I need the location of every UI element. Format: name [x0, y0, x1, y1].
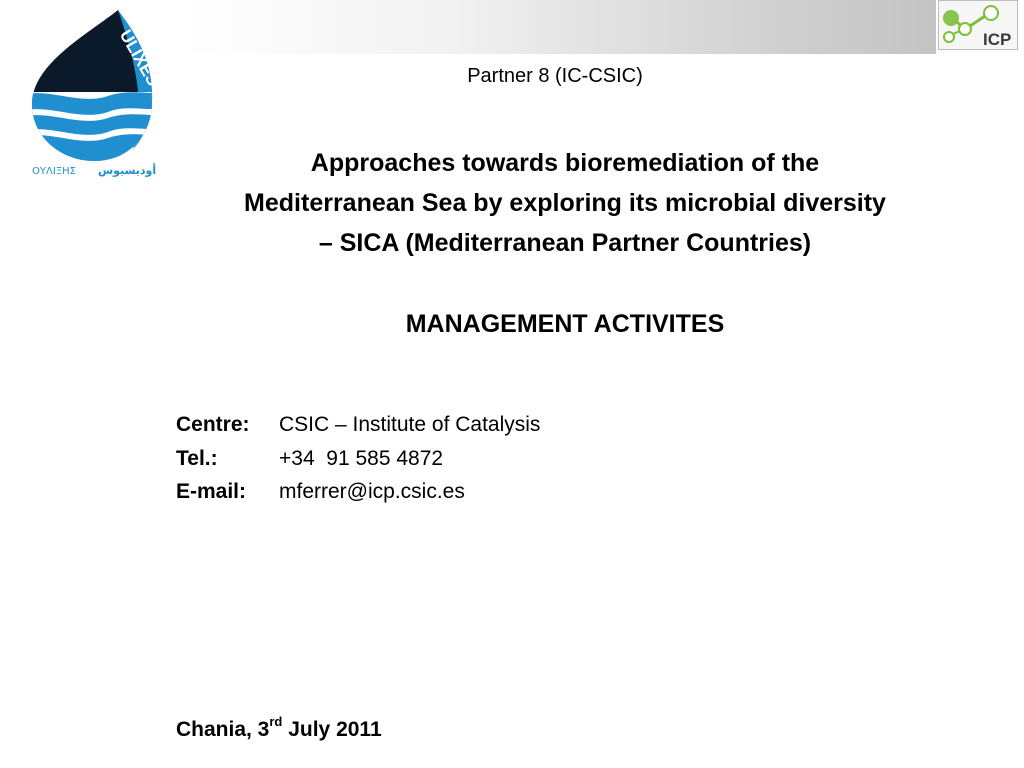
ulixes-greek-text: ΟΥΛΙΞΗΣ	[32, 166, 76, 177]
footer-ordinal: rd	[269, 714, 283, 729]
partner-label: Partner 8 (IC-CSIC)	[467, 65, 643, 87]
contact-details	[176, 408, 540, 509]
footer-place-date	[176, 714, 382, 746]
footer-date: July 2011	[282, 718, 382, 741]
title-line-2: Mediterranean Sea by exploring its microbial diversity	[244, 189, 886, 217]
icp-logo	[938, 0, 1018, 50]
contact-row-email	[176, 475, 540, 509]
header-gradient-bar	[182, 0, 936, 54]
ulixes-logo-text: ULIXES	[115, 26, 163, 90]
icp-logo-text: ICP	[983, 30, 1012, 49]
section-subtitle: MANAGEMENT ACTIVITES	[405, 310, 725, 338]
centre-value: CSIC – Institute of Catalysis	[279, 413, 541, 436]
contact-row-tel	[176, 442, 540, 476]
ulixes-arabic-text: أوديسيوس	[98, 164, 157, 177]
tel-value: +34 91 585 4872	[279, 446, 444, 470]
footer-place: Chania, 3	[176, 718, 270, 741]
tel-label: Tel.:	[176, 446, 218, 470]
ulixes-logo	[18, 4, 168, 189]
email-value: mferrer@icp.csic.es	[279, 480, 465, 503]
presentation-title	[160, 143, 970, 263]
title-line-1: Approaches towards bioremediation of the	[310, 149, 820, 177]
title-line-3: – SICA (Mediterranean Partner Countries)	[318, 229, 812, 257]
email-label: E-mail:	[176, 480, 247, 503]
contact-row-centre	[176, 408, 540, 442]
centre-label: Centre:	[176, 413, 250, 436]
